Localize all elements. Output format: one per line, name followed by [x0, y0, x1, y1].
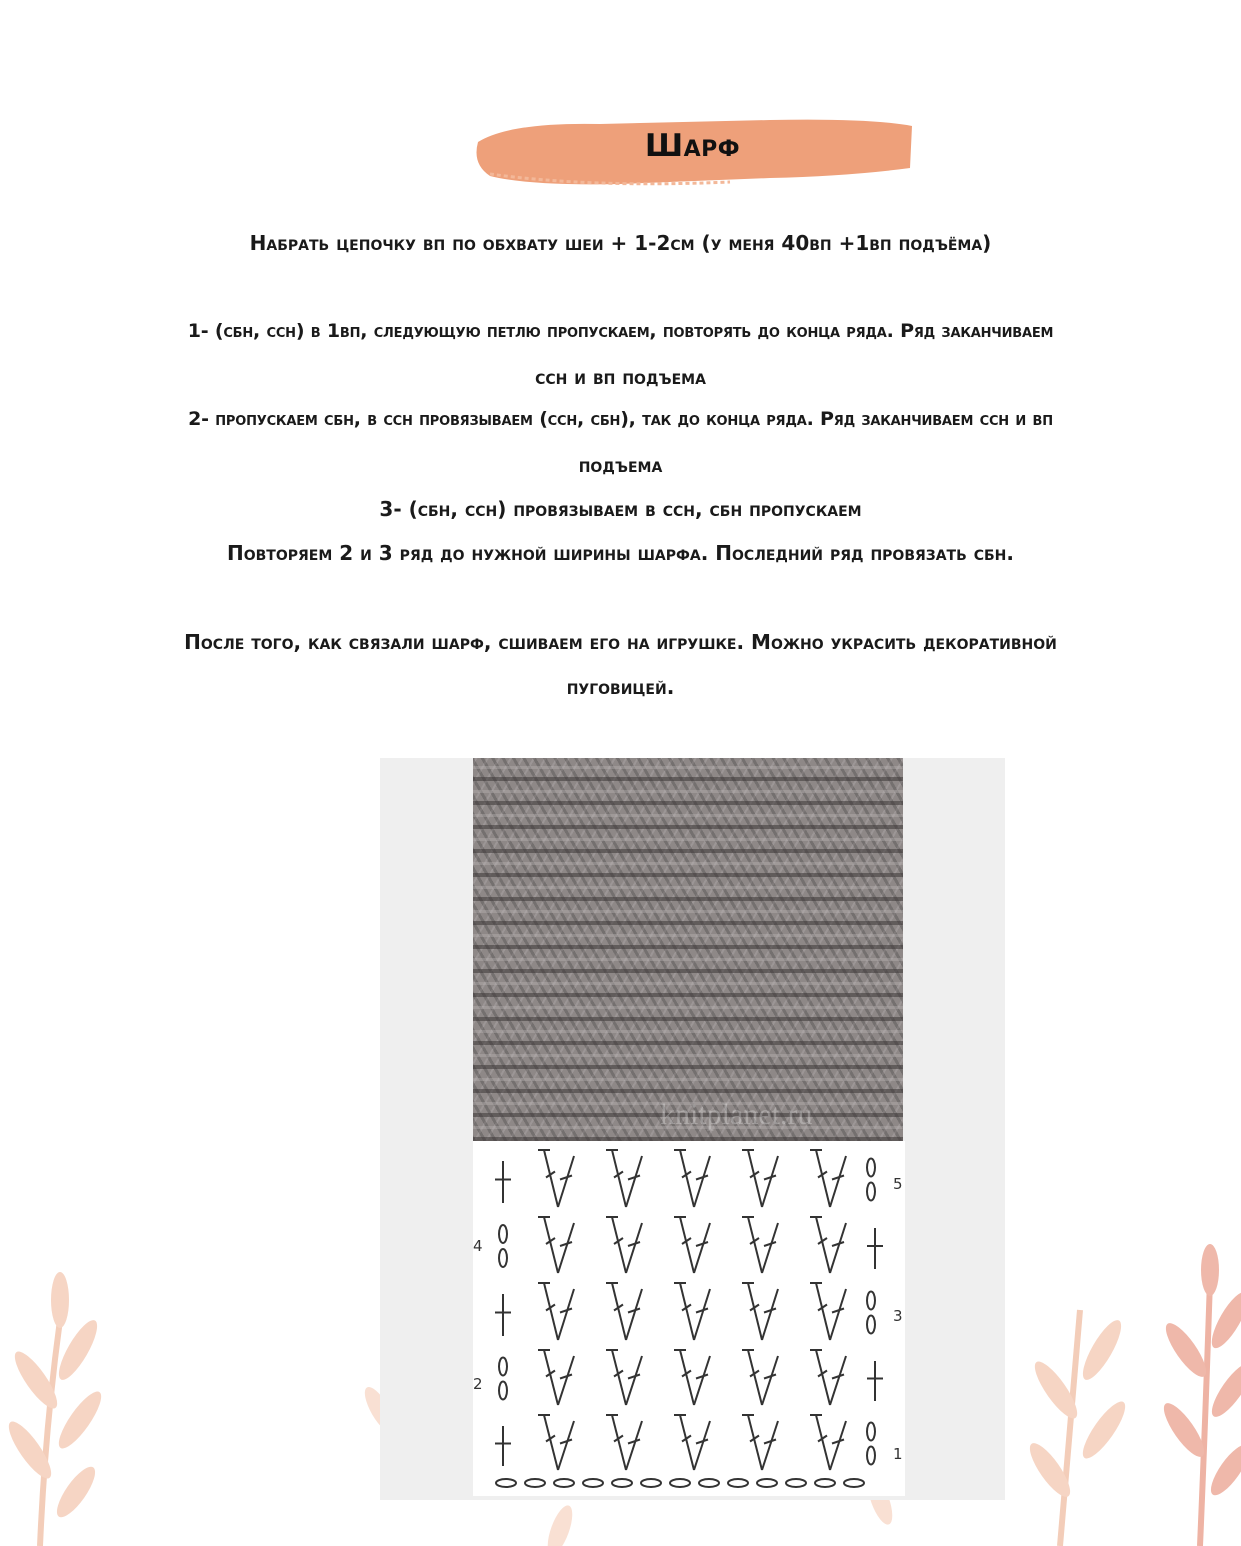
- chain-stitch: [496, 1479, 516, 1487]
- leaf-decoration-right: [1000, 1230, 1241, 1546]
- page-title: Шарф: [644, 128, 741, 164]
- row3-text: 3- (сбн, ссн) провязываем в ссн, сбн пропускаем: [379, 497, 862, 521]
- chain-stitch: [786, 1479, 806, 1487]
- row-number-5: 5: [893, 1175, 903, 1193]
- repeat-text: Повторяем 2 и 3 ряд до нужной ширины шарфа. Последний ряд провязать сбн.: [226, 541, 1014, 565]
- chain-stitch: [815, 1479, 835, 1487]
- chain-stitch: [641, 1479, 661, 1487]
- row-number-2: 2: [473, 1375, 483, 1393]
- row1-text-cont: ссн и вп подъема: [535, 365, 706, 389]
- turning-chain: [867, 1423, 875, 1441]
- title-banner: [470, 112, 915, 190]
- row-number-1: 1: [893, 1445, 903, 1463]
- leaf-decoration-left: [0, 1230, 140, 1546]
- chain-stitch: [728, 1479, 748, 1487]
- intro-text: Набрать цепочку вп по обхвату шеи + 1-2см (у меня 40вп +1вп подъёма): [249, 231, 992, 255]
- row-number-4: 4: [473, 1237, 483, 1255]
- turning-chain: [499, 1382, 507, 1400]
- row1-text: 1- (сбн, ссн) в 1вп, следующую петлю пропускаем, повторять до конца ряда. Ряд заканчиваем: [187, 320, 1054, 342]
- chain-stitch: [583, 1479, 603, 1487]
- turning-chain: [499, 1358, 507, 1376]
- row2-text: 2- пропускаем сбн, в ссн провязываем (ссн, сбн), так до конца ряда. Ряд заканчиваем ссн и вп: [188, 408, 1053, 430]
- chain-stitch: [554, 1479, 574, 1487]
- chain-stitch: [670, 1479, 690, 1487]
- finish-text-cont: пуговицей.: [566, 675, 675, 699]
- row2-text-cont: подъема: [578, 453, 663, 477]
- finish-text: После того, как связали шарф, сшиваем его на игрушке. Можно украсить декоративной: [184, 630, 1057, 654]
- turning-chain: [867, 1159, 875, 1177]
- turning-chain: [499, 1225, 507, 1243]
- turning-chain: [499, 1249, 507, 1267]
- chain-stitch: [612, 1479, 632, 1487]
- knit-sample-photo: [473, 758, 903, 1141]
- chain-stitch: [525, 1479, 545, 1487]
- turning-chain: [867, 1447, 875, 1465]
- turning-chain: [867, 1292, 875, 1310]
- turning-chain: [867, 1316, 875, 1334]
- crochet-chart: [473, 1141, 905, 1496]
- chain-stitch: [844, 1479, 864, 1487]
- chain-stitch: [757, 1479, 777, 1487]
- turning-chain: [867, 1183, 875, 1201]
- row-number-3: 3: [893, 1307, 903, 1325]
- watermark-text: knitplanet.ru: [660, 1098, 813, 1131]
- chain-stitch: [699, 1479, 719, 1487]
